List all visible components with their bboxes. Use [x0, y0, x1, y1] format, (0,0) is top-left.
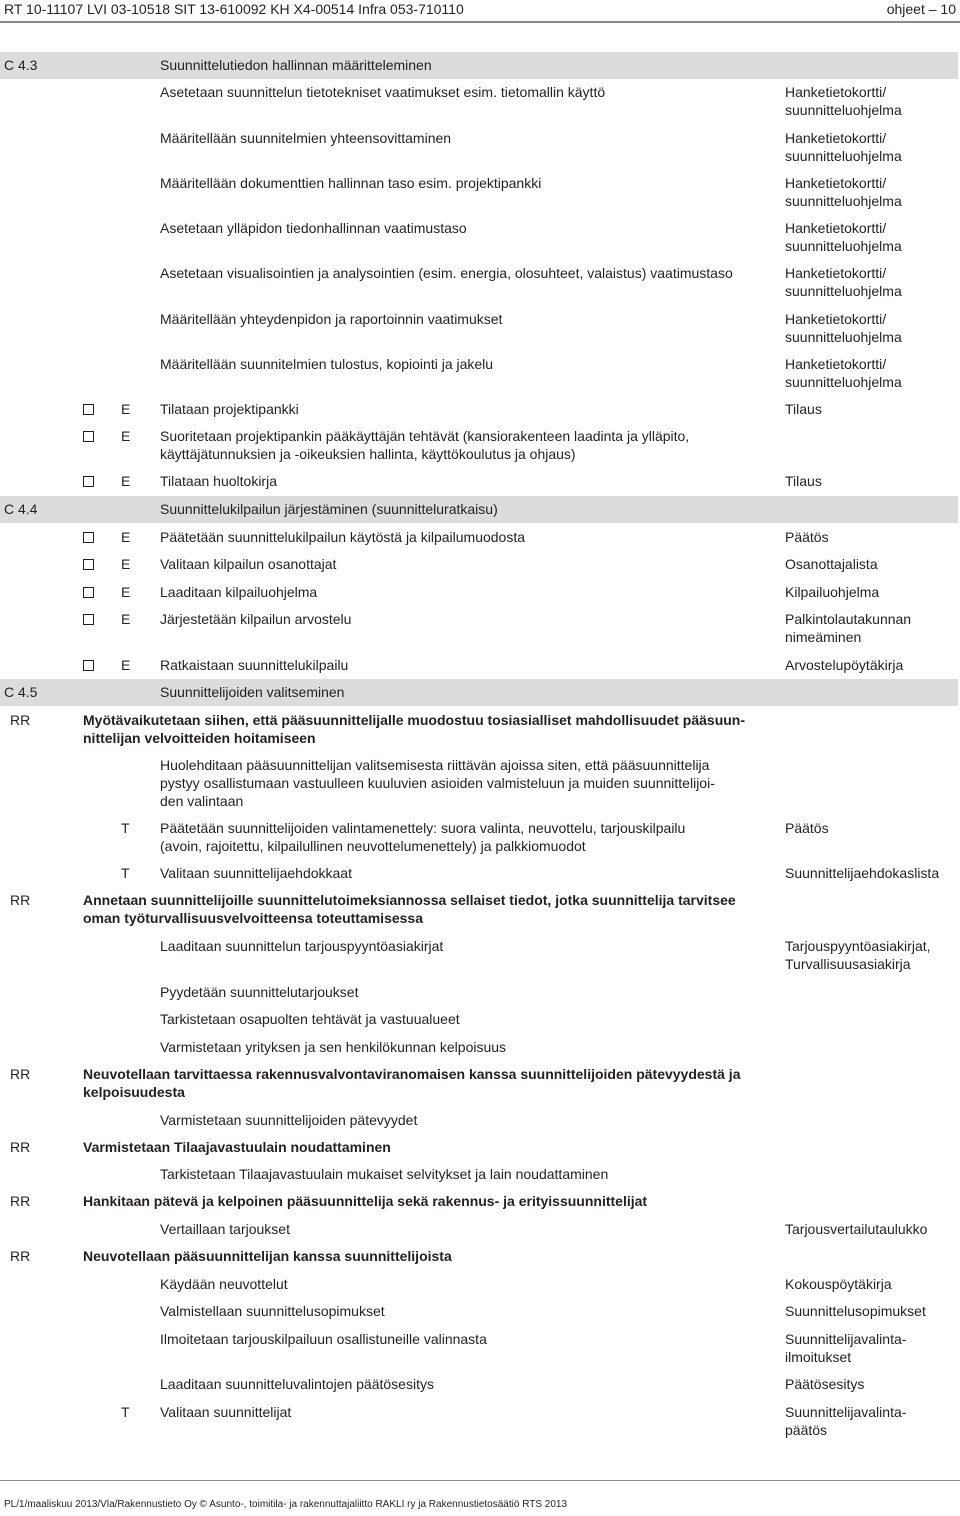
task-type-tag: E [121, 529, 131, 545]
task-text: Päätetään suunnittelukilpailun käytöstä ja kilpailumuodosta [160, 529, 526, 545]
task-text: Valitaan suunnittelijat [160, 1404, 292, 1420]
document-label: Hanketietokortti/ [785, 175, 887, 191]
task-type-tag: T [121, 1404, 130, 1420]
header-rule [0, 21, 960, 23]
document-label: suunnitteluohjelma [785, 283, 902, 299]
task-text: Valitaan kilpailun osanottajat [160, 556, 337, 572]
document-label: Turvallisuusasiakirja [785, 956, 911, 972]
document-label: Tilaus [785, 473, 822, 489]
requirement-title: Neuvotellaan tarvittaessa rakennusvalvontaviranomaisen kanssa suunnittelijoiden pätevyydestä ja [83, 1066, 741, 1082]
section-code: C 4.5 [4, 684, 38, 700]
page-number: ohjeet – 10 [886, 1, 956, 17]
section-band [0, 52, 958, 79]
task-text: Valitaan suunnittelijaehdokkaat [160, 865, 352, 881]
task-text: Järjestetään kilpailun arvostelu [160, 611, 352, 627]
task-text: Varmistetaan yrityksen ja sen henkilökunnan kelpoisuus [160, 1039, 507, 1055]
document-label: Hanketietokortti/ [785, 356, 887, 372]
document-label: Tarjousvertailutaulukko [785, 1221, 928, 1237]
task-text: (avoin, rajoitettu, kilpailullinen neuvottelumenettely) ja palkkiomuodot [160, 838, 586, 854]
document-label: suunnitteluohjelma [785, 374, 902, 390]
task-text: Päätetään suunnittelijoiden valintamenettely: suora valinta, neuvottelu, tarjouskilpailu [160, 820, 686, 836]
document-label: Tilaus [785, 401, 822, 417]
task-text: pystyy osallistumaan vastuulleen kuuluvien asioiden valmisteluun ja muiden suunnittelijoi- [160, 775, 715, 791]
document-label: Hanketietokortti/ [785, 265, 887, 281]
requirement-title: Annetaan suunnittelijoille suunnittelutoimeksiannossa sellaiset tiedot, jotka suunnittelija tarvitsee [83, 892, 736, 908]
document-label: Päätös [785, 820, 829, 836]
footer-rule [0, 1480, 960, 1481]
task-checkbox[interactable] [83, 559, 94, 570]
task-text: Varmistetaan suunnittelijoiden pätevyydet [160, 1112, 418, 1128]
task-type-tag: E [121, 428, 131, 444]
section-title: Suunnittelijoiden valitseminen [160, 684, 345, 700]
requirement-label: RR [10, 1248, 31, 1264]
task-text: Ratkaistaan suunnittelukilpailu [160, 657, 349, 673]
section-band [0, 679, 958, 706]
task-text: Asetetaan suunnittelun tietotekniset vaatimukset esim. tietomallin käyttö [160, 84, 606, 100]
document-label: Kilpailuohjelma [785, 584, 880, 600]
footer-text: PL/1/maaliskuu 2013/Vla/Rakennustieto Oy © Asunto-, toimitila- ja rakennuttajaliitto RAKLI ry ja Rakennustietosäätiö RTS 2013 [4, 1499, 568, 1510]
task-text: Huolehditaan pääsuunnittelijan valitsemisesta riittävän ajoissa siten, että pääsuunnittelija [160, 757, 710, 773]
section-code: C 4.4 [4, 501, 38, 517]
requirement-title: Hankitaan pätevä ja kelpoinen pääsuunnittelija sekä rakennus- ja erityissuunnittelijat [83, 1193, 648, 1209]
document-label: Suunnittelusopimukset [785, 1303, 926, 1319]
section-code: C 4.3 [4, 57, 38, 73]
document-label: Tarjouspyyntöasiakirjat, [785, 938, 931, 954]
task-checkbox[interactable] [83, 532, 94, 543]
document-label: suunnitteluohjelma [785, 329, 902, 345]
task-text: Tarkistetaan Tilaajavastuulain mukaiset selvitykset ja lain noudattaminen [160, 1166, 609, 1182]
task-type-tag: E [121, 584, 131, 600]
task-type-tag: E [121, 401, 131, 417]
requirement-title: oman työturvallisuusvelvoitteensa toteuttamisessa [83, 910, 423, 926]
requirement-label: RR [10, 1066, 31, 1082]
requirement-title: Neuvotellaan pääsuunnittelijan kanssa suunnittelijoista [83, 1248, 452, 1264]
document-label: päätös [785, 1422, 828, 1438]
task-type-tag: T [121, 865, 130, 881]
document-label: Hanketietokortti/ [785, 130, 887, 146]
task-checkbox[interactable] [83, 660, 94, 671]
task-text: Suoritetaan projektipankin pääkäyttäjän tehtävät (kansiorakenteen laadinta ja ylläpito, [160, 428, 690, 444]
task-text: Ilmoitetaan tarjouskilpailuun osallistuneille valinnasta [160, 1331, 487, 1347]
document-label: suunnitteluohjelma [785, 102, 902, 118]
task-type-tag: E [121, 556, 131, 572]
requirement-title: Myötävaikutetaan siihen, että pääsuunnittelijalle muodostuu tosiasialliset mahdollisuudet pääsuun- [83, 712, 746, 728]
task-text: Määritellään yhteydenpidon ja raportoinnin vaatimukset [160, 311, 503, 327]
task-checkbox[interactable] [83, 431, 94, 442]
task-checkbox[interactable] [83, 404, 94, 415]
task-type-tag: E [121, 473, 131, 489]
section-title: Suunnittelukilpailun järjestäminen (suunnitteluratkaisu) [160, 501, 498, 517]
task-checkbox[interactable] [83, 476, 94, 487]
section-title: Suunnittelutiedon hallinnan määritteleminen [160, 57, 432, 73]
requirement-label: RR [10, 892, 31, 908]
requirement-title: Varmistetaan Tilaajavastuulain noudattaminen [83, 1139, 391, 1155]
page-header [0, 0, 960, 24]
document-label: Arvostelupöytäkirja [785, 657, 904, 673]
document-label: Päätös [785, 529, 829, 545]
document-label: suunnitteluohjelma [785, 193, 902, 209]
task-text: Laaditaan suunnitteluvalintojen päätösesitys [160, 1376, 434, 1392]
task-text: Tilataan projektipankki [160, 401, 299, 417]
task-type-tag: E [121, 657, 131, 673]
task-text: Käydään neuvottelut [160, 1276, 288, 1292]
task-text: Määritellään suunnitelmien tulostus, kopiointi ja jakelu [160, 356, 494, 372]
document-label: nimeäminen [785, 629, 862, 645]
requirement-title: kelpoisuudesta [83, 1084, 185, 1100]
document-label: Hanketietokortti/ [785, 311, 887, 327]
document-label: Suunnittelijavalinta- [785, 1404, 907, 1420]
document-label: Suunnittelijaehdokaslista [785, 865, 940, 881]
document-label: Osanottajalista [785, 556, 878, 572]
requirement-label: RR [10, 1139, 31, 1155]
document-label: Palkintolautakunnan [785, 611, 912, 627]
task-text: Asetetaan visualisointien ja analysointien (esim. energia, olosuhteet, valaistus) vaatimustaso [160, 265, 733, 281]
task-text: Asetetaan ylläpidon tiedonhallinnan vaatimustaso [160, 220, 467, 236]
requirement-title: nittelijan velvoitteiden hoitamiseen [83, 730, 316, 746]
task-text: Tarkistetaan osapuolten tehtävät ja vastuualueet [160, 1011, 460, 1027]
task-checkbox[interactable] [83, 587, 94, 598]
task-checkbox[interactable] [83, 614, 94, 625]
task-text: Tilataan huoltokirja [160, 473, 277, 489]
task-text: Vertaillaan tarjoukset [160, 1221, 290, 1237]
requirement-label: RR [10, 712, 31, 728]
document-codes: RT 10-11107 LVI 03-10518 SIT 13-610092 KH X4-00514 Infra 053-710110 [4, 1, 464, 17]
task-text: käyttäjätunnuksien ja -oikeuksien hallinta, käyttökoulutus ja ohjaus) [160, 446, 576, 462]
task-text: Pyydetään suunnittelutarjoukset [160, 984, 359, 1000]
task-text: Määritellään dokumenttien hallinnan taso esim. projektipankki [160, 175, 542, 191]
task-text: Laaditaan suunnittelun tarjouspyyntöasiakirjat [160, 938, 444, 954]
task-text: Määritellään suunnitelmien yhteensovittaminen [160, 130, 452, 146]
document-label: ilmoitukset [785, 1349, 852, 1365]
task-text: den valintaan [160, 793, 244, 809]
document-label: suunnitteluohjelma [785, 238, 902, 254]
document-label: Suunnittelijavalinta- [785, 1331, 907, 1347]
document-label: Hanketietokortti/ [785, 220, 887, 236]
requirement-label: RR [10, 1193, 31, 1209]
task-text: Laaditaan kilpailuohjelma [160, 584, 318, 600]
document-label: Hanketietokortti/ [785, 84, 887, 100]
document-label: Kokouspöytäkirja [785, 1276, 892, 1292]
task-type-tag: T [121, 820, 130, 836]
task-type-tag: E [121, 611, 131, 627]
task-text: Valmistellaan suunnittelusopimukset [160, 1303, 385, 1319]
document-label: suunnitteluohjelma [785, 148, 902, 164]
document-label: Päätösesitys [785, 1376, 865, 1392]
